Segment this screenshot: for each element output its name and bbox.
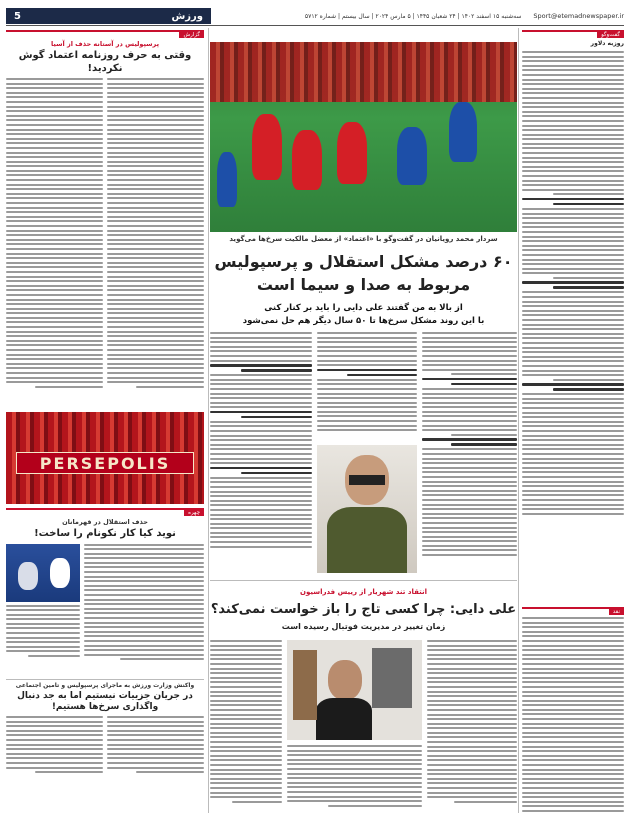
center-article-col3 xyxy=(210,332,312,572)
tag-report: گزارش xyxy=(6,30,204,38)
header-rule xyxy=(6,25,624,26)
bottom-article-col2 xyxy=(287,745,422,815)
persepolis-banner: PERSEPOLIS xyxy=(16,452,194,474)
divider-right xyxy=(518,28,519,813)
byline: روزبه دلاور xyxy=(590,40,624,47)
website-email[interactable]: Sport@etemadnewspaper.ir xyxy=(533,12,624,20)
tag-critique: نقد xyxy=(522,607,624,615)
center-article-col1 xyxy=(422,332,517,572)
bottom-kicker: انتقاد تند شهریار از رییس فدراسیون xyxy=(299,588,427,596)
date-line: سه‌شنبه ۱۵ اسفند ۱۴۰۲ | ۲۴ شعبان ۱۴۴۵ | ۵ مارس ۲۰۲۴ | سال بیستم | شماره ۵۷۱۲ xyxy=(304,12,522,20)
tag-interview: گفت‌وگو xyxy=(522,30,624,38)
main-kicker: سردار محمد رویانیان در گفت‌وگو با «اعتماد» از معضل مالکیت سرخ‌ها می‌گوید xyxy=(229,235,498,243)
right-column xyxy=(522,30,624,815)
left-article-col-a xyxy=(107,78,204,423)
left-kicker-3: واکنش وزارت ورزش به ماجرای پرسپولیس و تامین اجتماعی xyxy=(15,681,195,689)
bottom-subhead: زمان تغییر در مدیریت فوتبال رسیده است xyxy=(281,622,446,631)
left-kicker: پرسپولیس در آستانه حذف از آسیا xyxy=(50,40,160,48)
ali-daei-photo xyxy=(287,640,422,740)
left-column-lower xyxy=(6,508,204,818)
main-subhead-line2: با این روند مشکل سرخ‌ها تا ۵۰ سال دیگر هم حل نمی‌شود xyxy=(242,316,485,326)
bottom-headline: علی دایی: چرا کسی تاج را باز خواست نمی‌کند؟ xyxy=(210,602,517,617)
bottom-article-col1 xyxy=(427,640,517,815)
esteghlal-players-photo xyxy=(6,544,80,602)
portrait-photo xyxy=(317,445,417,573)
page-header xyxy=(6,8,624,24)
left-headline: وقتی به حرف روزنامه اعتماد گوش نکردید! xyxy=(18,50,192,74)
left-article2-col-a xyxy=(84,544,204,674)
section-banner xyxy=(6,8,211,24)
left-kicker-2: حذف استقلال در قهرمانان xyxy=(62,518,148,526)
tag-profile: چهره xyxy=(6,508,204,516)
page-number: 5 xyxy=(14,10,21,22)
section-title: ورزش xyxy=(171,10,203,22)
main-headline-line2: مربوط به صدا و سیما است xyxy=(256,275,471,294)
main-headline-line1: ۶۰ درصد مشکل استقلال و پرسپولیس xyxy=(214,252,513,271)
center-article-col2 xyxy=(317,332,417,442)
left-headline-3: در جریان جزییات نیستیم اما به جد دنبال واگذاری سرخ‌ها هستیم! xyxy=(17,690,193,712)
match-photo xyxy=(210,42,517,232)
persepolis-fans-photo xyxy=(6,412,204,504)
article-body xyxy=(522,51,624,601)
divider-left xyxy=(208,28,209,813)
left-article-col-b xyxy=(6,78,103,423)
main-subhead-line1: از بالا به من گفتند علی دایی را باید بر کنار کنی xyxy=(264,303,463,313)
left-headline-2: نوید کیا کار نکونام را ساخت! xyxy=(34,528,176,539)
bottom-article-col3 xyxy=(210,640,282,815)
critique-body xyxy=(522,617,624,815)
